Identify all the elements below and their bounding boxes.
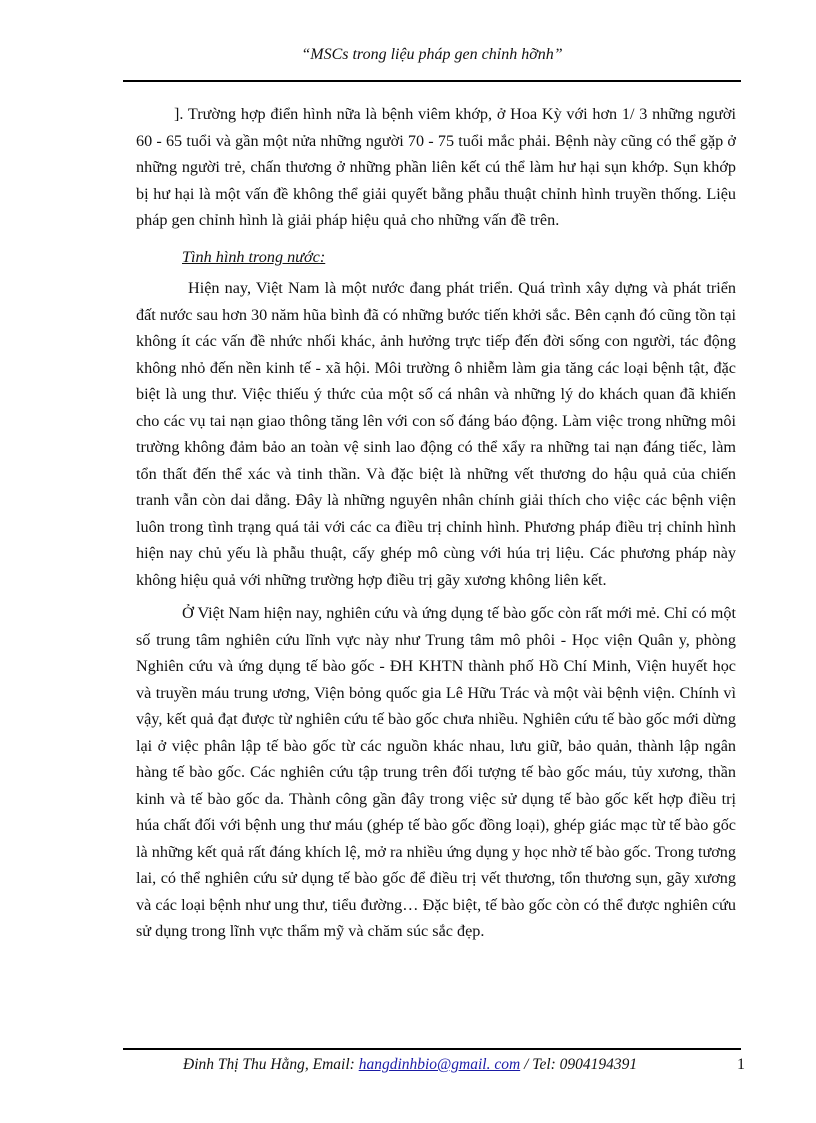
page-number: 1 bbox=[737, 1056, 745, 1073]
paragraph-domestic-situation: Hiện nay, Việt Nam là một nước đang phát triển. Quá trình xây dựng và phát triển đất nước sau hơn 30 năm hũa bình đã có những bước tiến khởi sắc. Bên cạnh đó cũng tồn tại không ít các vấn đề nhức nhối khác, ảnh hưởng trực tiếp đến đời sống con người, tác động không nhỏ đến nền kinh tế - xã hội. Môi trường ô nhiễm làm gia tăng các loại bệnh tật, đặc biệt là ung thư. Việc thiếu ý thức của một số cá nhân và những lý do khách quan đã khiến cho các vụ tai nạn giao thông tăng lên với con số đáng báo động. Làm việc trong những môi trường không đảm bảo an toàn vệ sinh lao động có thể xẩy ra những tai nạn đáng tiếc, làm tổn thất đến thể xác và tinh thần. Và đặc biệt là những vết thương do hậu quả của chiến tranh vẫn còn dai dẳng. Đây là những nguyên nhân chính giải thích cho việc các bệnh viện luôn trong tình trạng quá tải với các ca điều trị chỉnh hình. Phương pháp điều trị chỉnh hình hiện nay chủ yếu là phẫu thuật, cấy ghép mô cùng với húa trị liệu. Các phương pháp này không hiệu quả với những trường hợp điều trị gãy xương không liên kết. bbox=[136, 279, 736, 589]
footer-rule bbox=[123, 1048, 741, 1050]
email-link[interactable]: hangdinhbio@gmail. com bbox=[358, 1056, 521, 1073]
header-rule bbox=[123, 80, 741, 82]
main-text bbox=[136, 101, 736, 945]
footer-author: Đinh Thị Thu Hằng, Email: bbox=[183, 1056, 359, 1073]
footer-phone: / Tel: 0904194391 bbox=[520, 1056, 638, 1073]
running-footer bbox=[183, 1056, 637, 1074]
section-subheading: Tình hình trong nước: bbox=[182, 247, 326, 266]
paragraph-arthritis: ]. Trường hợp điển hình nữa là bệnh viêm khớp, ở Hoa Kỳ với hơn 1/ 3 những người 60 - 65 tuổi và gần một nửa những người 70 - 75 tuổi mắc phải. Bệnh này cũng có thể gặp ở những người trẻ, chấn thương ở những phần liên kết cú thể làm hư hại sụn khớp. Sụn khớp bị hư hại là một vấn đề không thể giải quyết bằng phẫu thuật chỉnh hình truyền thống. Liệu pháp gen chỉnh hình là giải pháp hiệu quả cho những vấn đề trên. bbox=[136, 105, 736, 229]
running-header: “MSCs trong liệu pháp gen chỉnh hỡnh” bbox=[301, 46, 563, 63]
paragraph-stem-cell-research: Ở Việt Nam hiện nay, nghiên cứu và ứng dụng tế bào gốc còn rất mới mẻ. Chỉ có một số trung tâm nghiên cứu lĩnh vực này như Trung tâm mô phôi - Học viện Quân y, phòng Nghiên cứu và ứng dụng tế bào gốc - ĐH KHTN thành phố Hồ Chí Minh, Viện huyết học và truyền máu trung ương, Viện bỏng quốc gia Lê Hữu Trác và một vài bệnh viện. Chính vì vậy, kết quả đạt được từ nghiên cứu tế bào gốc chưa nhiều. Nghiên cứu tế bào gốc mới dừng lại ở việc phân lập tế bào gốc từ các nguồn khác nhau, lưu giữ, bảo quản, thành lập ngân hàng tế bào gốc. Các nghiên cứu tập trung trên đối tượng tế bào gốc máu, tủy xương, thần kinh và tế bào gốc da. Thành công gần đây trong việc sử dụng tế bào gốc kết hợp điều trị húa chất đối với bệnh ung thư máu (ghép tế bào gốc đồng loại), ghép giác mạc từ tế bào gốc là những kết quả rất đáng khích lệ, mở ra nhiều ứng dụng y học nhờ tế bào gốc. Trong tương lai, có thể nghiên cứu sử dụng tế bào gốc để điều trị vết thương, tổn thương sụn, gãy xương và các loại bệnh như ung thư, tiểu đường… Đặc biệt, tế bào gốc còn có thể được nghiên cứu sử dụng trong lĩnh vực thẩm mỹ và chăm súc sắc đẹp. bbox=[136, 604, 736, 940]
